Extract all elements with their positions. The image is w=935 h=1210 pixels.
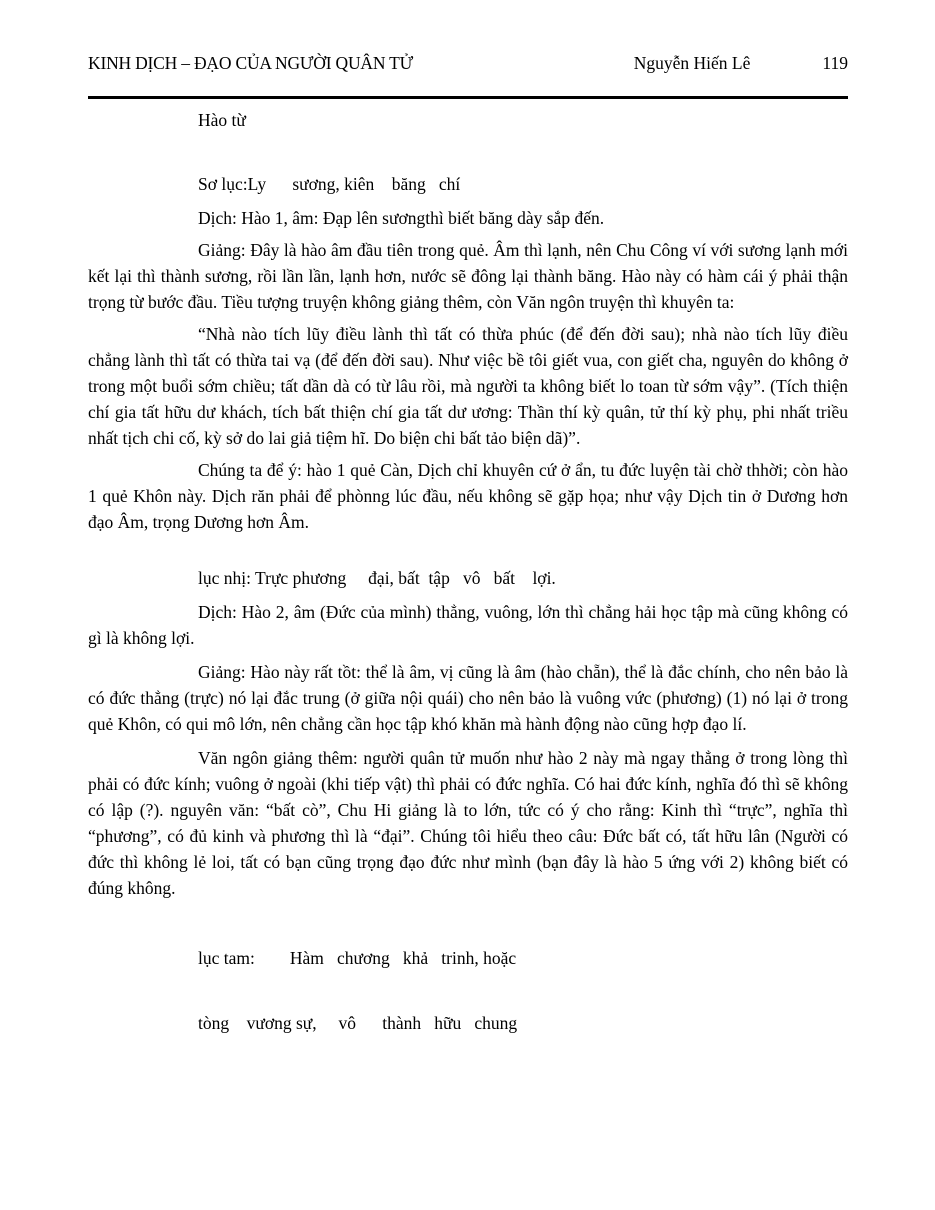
verse-so-luc: Sơ lục:Ly sương, kiên băng chí [198,174,461,194]
paragraph-van-ngon-giang-them: Văn ngôn giảng thêm: người quân tử muốn như hào 2 này mà ngay thẳng ở trong lòng thì phải có đức kính; vuông ở ngoài (khi tiếp vật) thì phải có đức nghĩa. Có hai đức kính, nghĩa đó thì sẽ không có lập (?). nguyên văn: “bất cò”, Chu Hi giảng là to lớn, tức có ý cho rằng: Kinh thì “trực”, nghĩa thì “phương”, có đủ kinh và phương thì là “đại”. Chúng tôi hiểu theo câu: Đức bất có, tất hữu lân (Người có đức thì không lẻ loi, tất có bạn cũng trọng đạo đức như mình (bạn đây là hào 5 ứng với 2) không biết có đúng không. [88,748,848,898]
paragraph-giang-hao-1: Giảng: Đây là hào âm đầu tiên trong quẻ. Âm thì lạnh, nên Chu Công ví với sương lạnh mới kết lại thì thành sương, rồi lần lần, lạnh hơn, nước sẽ đông lại thành băng. Hào này có hàm cái ý phải thận trọng từ bước đầu. Tiều tượng truyện không giảng thêm, còn Văn ngôn truyện thì khuyên ta: [88,240,848,312]
author-name: Nguyễn Hiến Lê [633,53,751,73]
book-title: KINH DỊCH – ĐẠO CỦA NGƯỜI QUÂN TỬ [88,53,414,73]
header-right-group [634,52,848,74]
page-number: 119 [822,53,848,73]
page-body [88,107,848,1036]
verse-tong-vuong-su: tòng vương sự, vô thành hữu chung [198,1013,518,1033]
page-header [88,52,848,74]
paragraph-van-ngon-quote: “Nhà nào tích lũy điều lành thì tất có thừa phúc (để đến đời sau); nhà nào tích lũy điều chẳng lành thì tất có thừa tai vạ (để đến đời sau). Như việc bề tôi giết vua, con giết cha, nguyên do không ở trong một buổi sớm chiều; tất dần dà có từ lâu rồi, mà người ta không biết lo toan từ sớm vậy”. (Tích thiện chí gia tất hữu dư khách, tích bất thiện chí gia tất dư ương: Thần thí kỳ quân, tử thí kỳ phụ, phi nhất triều nhất tịch chi cố, kỳ sở do lai giả tiệm hĩ. Do biện chi bất tảo biện dã)”. [88,324,848,448]
paragraph-chung-ta-de-y: Chúng ta để ý: hào 1 quẻ Càn, Dịch chỉ khuyên cứ ở ẩn, tu đức luyện tài chờ thhời; còn hào 1 quẻ Khôn này. Dịch răn phải để phònng lúc đầu, nếu không sẽ gặp họa; như vậy Dịch tin ở Dương hơn đạo Âm, trọng Dương hơn Âm. [88,460,848,532]
paragraph-dich-hao-2: Dịch: Hào 2, âm (Đức của mình) thẳng, vuông, lớn thì chẳng hải học tập mà cũng không có gì là không lợi. [88,602,848,648]
paragraph-dich-hao-1: Dịch: Hào 1, âm: Đạp lên sươngthì biết băng dày sắp đến. [198,208,605,228]
header-divider [88,96,848,99]
paragraph-giang-hao-2: Giảng: Hào này rất tồt: thể là âm, vị cũng là âm (hào chẵn), thể là đắc chính, cho nên bảo là có đức thẳng (trực) nó lại đắc trung (ở giữa nội quái) cho nên bảo là vuông vức (phương) (1) nó lại ở trong quẻ Khôn, có qui mô lớn, nên chẳng cần học tập khó khăn mà hành động nào cũng hợp đạo lí. [88,662,848,734]
section-label-hao-tu: Hào từ [198,110,246,130]
verse-luc-tam: lục tam: Hàm chương khả trinh, hoặc [198,948,517,968]
verse-luc-nhi: lục nhị: Trực phương đại, bất tập vô bất lợi. [198,568,556,588]
